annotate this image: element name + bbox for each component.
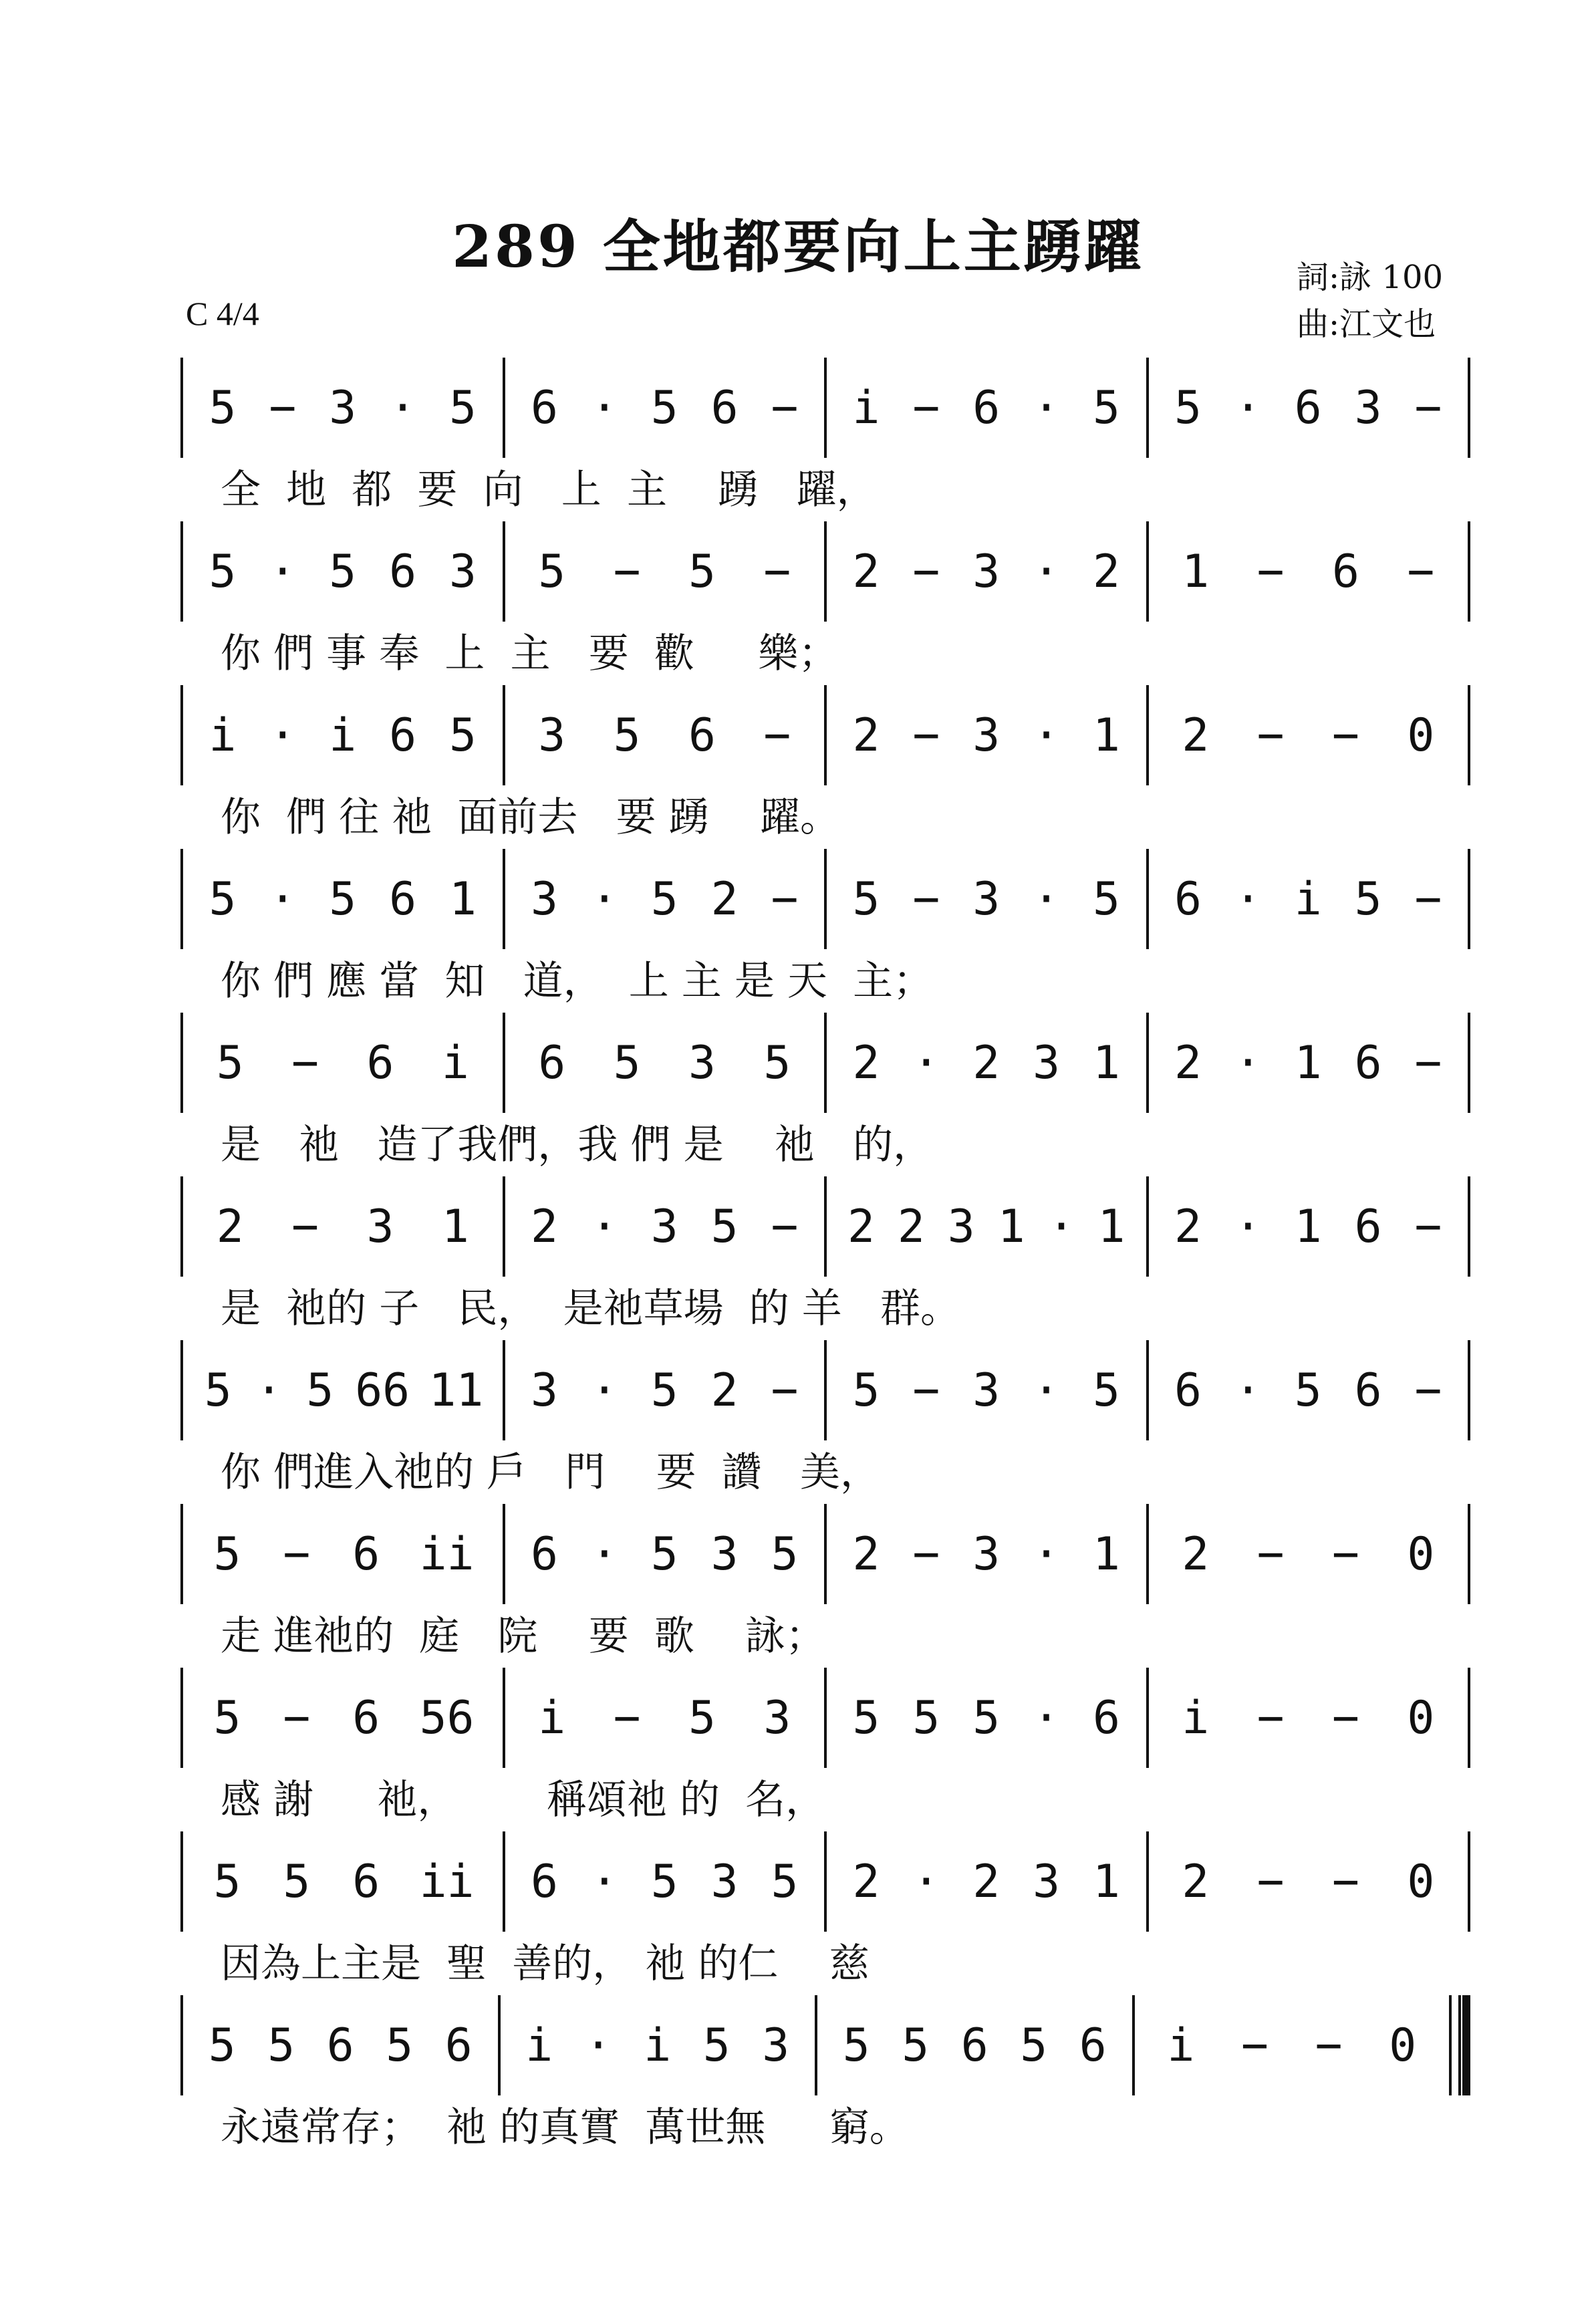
note: 2 [710,1364,739,1417]
measure [1149,521,1471,622]
note: 6 [1174,872,1202,926]
note: 5 [267,2019,295,2072]
note: 5 [213,1527,241,1581]
note: − [291,1200,319,1253]
note: i [1182,1691,1210,1745]
measure [505,849,827,949]
note: 3 [449,545,477,598]
measure [183,1995,501,2095]
note: 6 [1354,1364,1382,1417]
measure [1149,1176,1471,1277]
note: 0 [1407,1691,1435,1745]
measure [505,358,827,458]
hymn-title: 289 全地都要向上主踴躍 [452,213,1144,281]
score-line [180,1995,1470,2156]
note: 1 [997,1200,1025,1253]
note: 5 [613,709,641,762]
note: 0 [1407,1855,1435,1908]
note: − [771,872,799,926]
measure [827,1831,1149,1932]
measure [505,1340,827,1440]
note: 5 [650,1527,678,1581]
note: − [1256,1691,1285,1745]
note: − [912,1364,940,1417]
note: 6 [1174,1364,1202,1417]
note: 5 [688,1691,716,1745]
note: · [1033,872,1061,926]
lyrics-line: 你 們 應 當 知 道， 上 主 是 天 主； [221,958,934,1005]
note: 5 [650,1364,678,1417]
note: − [771,1200,799,1253]
note: 5 [710,1200,739,1253]
note: 5 [702,2019,730,2072]
note: − [269,381,297,434]
measure [1149,1340,1471,1440]
note: 5 [209,381,237,434]
note: − [771,1364,799,1417]
note: 66 [355,1364,410,1417]
note: 1 [1093,1036,1120,1089]
note: − [1331,1691,1359,1745]
measure [817,1995,1135,2095]
note: · [269,545,297,598]
note: 5 [1354,872,1382,926]
score-line [180,1013,1470,1173]
lyricist: 詞:詠 100 [1297,259,1444,296]
staff [180,358,1470,458]
note: · [584,2019,612,2072]
note: − [1256,709,1285,762]
note: − [1256,1855,1285,1908]
note: · [590,1527,618,1581]
measure [183,685,505,785]
note: · [590,1200,618,1253]
note: 1 [441,1200,469,1253]
measure [505,1831,827,1932]
note: · [1234,872,1262,926]
measure [827,1176,1149,1277]
note: 3 [972,545,1001,598]
score-line [180,1831,1470,1992]
note: 0 [1407,1527,1435,1581]
note: 3 [972,709,1001,762]
note: 6 [1294,381,1322,434]
note: 0 [1407,709,1435,762]
measure [505,1668,827,1768]
note: − [1240,2019,1269,2072]
measure [827,1668,1149,1768]
note: i [1167,2019,1195,2072]
staff [180,685,1470,785]
note: − [1331,1527,1359,1581]
note: 3 [763,1691,791,1745]
measure [1149,1668,1471,1768]
note: 5 [216,1036,244,1089]
lyrics-line: 永遠常存； 祂 的真實 萬世無 窮。 [221,2104,910,2151]
score-line [180,521,1470,682]
note: 5 [386,2019,414,2072]
note: · [1033,1691,1061,1745]
note: · [1234,381,1262,434]
measure [183,1013,505,1113]
score-line [180,685,1470,846]
note: 6 [1331,545,1359,598]
note: 6 [352,1855,380,1908]
note: 6 [530,1855,558,1908]
lyrics-line: 是 祂的 子 民， 是祂草場 的 羊 群。 [221,1285,961,1332]
note: 5 [688,545,716,598]
staff [180,1995,1470,2095]
measure [827,685,1149,785]
measure [1149,1831,1471,1932]
note: · [590,872,618,926]
note: 3 [972,1364,1001,1417]
note: − [1256,1527,1285,1581]
note: − [1414,1364,1442,1417]
measure [1149,1013,1471,1113]
measure [501,1995,818,2095]
note: i [525,2019,553,2072]
note: 6 [1079,2019,1107,2072]
note: · [1234,1364,1262,1417]
note: 5 [1093,381,1120,434]
note: − [1315,2019,1343,2072]
note: · [1033,709,1061,762]
note: 5 [329,872,357,926]
note: 2 [847,1200,875,1253]
measure [827,358,1149,458]
note: − [283,1527,311,1581]
note: 1 [1294,1200,1322,1253]
note: − [1407,545,1435,598]
note: − [1414,872,1442,926]
note: − [283,1691,311,1745]
note: − [763,709,791,762]
note: 6 [352,1527,380,1581]
note: i [329,709,357,762]
note: 5 [852,872,880,926]
note: 2 [216,1200,244,1253]
note: − [912,545,940,598]
note: − [912,709,940,762]
note: · [1234,1036,1262,1089]
measure [827,849,1149,949]
note: 5 [650,1855,678,1908]
measure [1149,1504,1471,1604]
note: 3 [538,709,566,762]
note: 6 [530,381,558,434]
note: 3 [762,2019,790,2072]
note: 5 [912,1691,940,1745]
note: 5 [972,1691,1001,1745]
score-line [180,1176,1470,1337]
lyrics-line: 感 謝 祂， 稱頌祂 的 名， [221,1777,826,1823]
measure [183,358,505,458]
note: · [1033,1364,1061,1417]
lyrics-line: 是 祂 造了我們，我 們 是 祂 的， [221,1122,934,1168]
measure [505,1013,827,1113]
note: · [269,872,297,926]
note: 5 [771,1527,799,1581]
note: 2 [1182,1855,1210,1908]
measure [827,521,1149,622]
score-line [180,1340,1470,1501]
note: − [763,545,791,598]
note: 3 [947,1200,975,1253]
note: ii [419,1855,475,1908]
measure [1149,685,1471,785]
note: 11 [428,1364,484,1417]
note: · [912,1855,940,1908]
measure [505,685,827,785]
score-line [180,358,1470,518]
measure [183,849,505,949]
note: − [1331,709,1359,762]
note: 5 [763,1036,791,1089]
note: 6 [1354,1200,1382,1253]
note: 1 [1097,1200,1125,1253]
note: − [771,381,799,434]
note: · [1033,381,1061,434]
note: 5 [902,2019,930,2072]
lyrics-line: 因為上主是 聖 善的， 祂 的仁 慈 [221,1940,870,1987]
lyrics-line: 你 們進入祂的 戶 門 要 讚 美， [221,1449,881,1496]
note: 5 [209,545,237,598]
note: 6 [389,872,417,926]
lyrics-line: 你 們 往 祂 面前去 要 踴 躍。 [221,794,841,841]
note: · [912,1036,940,1089]
note: · [590,1855,618,1908]
note: − [1414,1036,1442,1089]
note: 2 [852,1855,880,1908]
note: 56 [419,1691,475,1745]
measure [505,1504,827,1604]
note: 6 [530,1527,558,1581]
measure [183,1504,505,1604]
note: 5 [209,872,237,926]
note: 5 [771,1855,799,1908]
note: 5 [204,1364,232,1417]
note: 1 [1182,545,1210,598]
note: 5 [1093,1364,1120,1417]
note: 6 [352,1691,380,1745]
staff [180,1504,1470,1604]
note: 2 [1174,1200,1202,1253]
measure [505,1176,827,1277]
composer: 曲:江文也 [1297,305,1436,343]
note: 5 [613,1036,641,1089]
note: 5 [1294,1364,1322,1417]
measure [183,1831,505,1932]
note: − [1256,545,1285,598]
score-line [180,1504,1470,1664]
note: 5 [1174,381,1202,434]
note: 3 [329,381,357,434]
note: 2 [852,545,880,598]
credits [1297,254,1443,348]
note: 5 [650,381,678,434]
note: 2 [897,1200,925,1253]
note: 5 [208,2019,236,2072]
note: 3 [530,1364,558,1417]
note: 6 [389,709,417,762]
note: 2 [1093,545,1120,598]
note: − [1414,381,1442,434]
score-line [180,849,1470,1009]
lyrics-line: 走 進祂的 庭 院 要 歌 詠； [221,1613,826,1660]
note: 1 [1294,1036,1322,1089]
note: 6 [389,545,417,598]
note: − [291,1036,319,1089]
note: 5 [329,545,357,598]
note: 6 [710,381,739,434]
note: 5 [538,545,566,598]
note: · [1234,1200,1262,1253]
note: 6 [688,709,716,762]
lyrics-line: 全 地 都 要 向 上 主 踴 躍， [221,467,877,513]
note: 1 [1093,1855,1120,1908]
measure [183,1176,505,1277]
measure [505,521,827,622]
note: − [613,1691,641,1745]
note: i [538,1691,566,1745]
score-line [180,1668,1470,1828]
note: 2 [972,1855,1001,1908]
measure [1149,358,1471,458]
note: 5 [852,1691,880,1745]
note: − [613,545,641,598]
note: 5 [213,1691,241,1745]
note: 5 [283,1855,311,1908]
note: 1 [1093,709,1120,762]
lyrics-line: 你 們 事 奉 上 主 要 歡 樂； [221,630,839,677]
note: 5 [1093,872,1120,926]
note: 2 [852,709,880,762]
measure [1135,1995,1452,2095]
note: 1 [449,872,477,926]
note: 3 [366,1200,394,1253]
note: − [912,381,940,434]
note: 3 [650,1200,678,1253]
measure [827,1013,1149,1113]
staff [180,1340,1470,1440]
measure [827,1340,1149,1440]
note: · [255,1364,283,1417]
note: 2 [852,1527,880,1581]
note: 2 [1182,1527,1210,1581]
note: 6 [366,1036,394,1089]
note: i [209,709,237,762]
note: − [912,1527,940,1581]
note: 5 [852,1364,880,1417]
note: · [590,381,618,434]
note: 6 [444,2019,473,2072]
note: i [644,2019,672,2072]
note: 5 [842,2019,870,2072]
note: 5 [213,1855,241,1908]
final-barline [1458,1995,1470,2095]
note: 6 [960,2019,988,2072]
staff [180,1013,1470,1113]
note: 0 [1389,2019,1417,2072]
measure [1149,849,1471,949]
staff [180,1176,1470,1277]
note: 5 [449,709,477,762]
note: · [1033,1527,1061,1581]
note: 2 [1182,709,1210,762]
note: i [1294,872,1322,926]
measure [827,1504,1149,1604]
note: 3 [688,1036,716,1089]
note: 3 [710,1855,739,1908]
staff [180,521,1470,622]
note: 6 [972,381,1001,434]
note: − [912,872,940,926]
note: 6 [538,1036,566,1089]
note: 3 [530,872,558,926]
measure [183,1668,505,1768]
note: 5 [650,872,678,926]
note: 6 [326,2019,354,2072]
staff [180,849,1470,949]
note: 3 [1354,381,1382,434]
note: i [852,381,880,434]
note: − [1414,1200,1442,1253]
note: 3 [1033,1855,1061,1908]
staff [180,1668,1470,1768]
note: 3 [710,1527,739,1581]
note: 3 [972,1527,1001,1581]
key-signature: C 4/4 [186,295,259,332]
note: 6 [1093,1691,1120,1745]
note: 5 [1020,2019,1048,2072]
note: 2 [972,1036,1001,1089]
note: 5 [306,1364,334,1417]
note: · [269,709,297,762]
measure [183,521,505,622]
note: ii [419,1527,475,1581]
note: 1 [1093,1527,1120,1581]
note: i [441,1036,469,1089]
staff [180,1831,1470,1932]
note: 5 [449,381,477,434]
note: 2 [530,1200,558,1253]
note: − [1331,1855,1359,1908]
note: 2 [852,1036,880,1089]
note: · [1033,545,1061,598]
measure [183,1340,505,1440]
note: · [389,381,417,434]
note: 2 [1174,1036,1202,1089]
note: 2 [710,872,739,926]
note: · [1047,1200,1075,1253]
note: 3 [972,872,1001,926]
note: · [590,1364,618,1417]
note: 3 [1033,1036,1061,1089]
note: 6 [1354,1036,1382,1089]
